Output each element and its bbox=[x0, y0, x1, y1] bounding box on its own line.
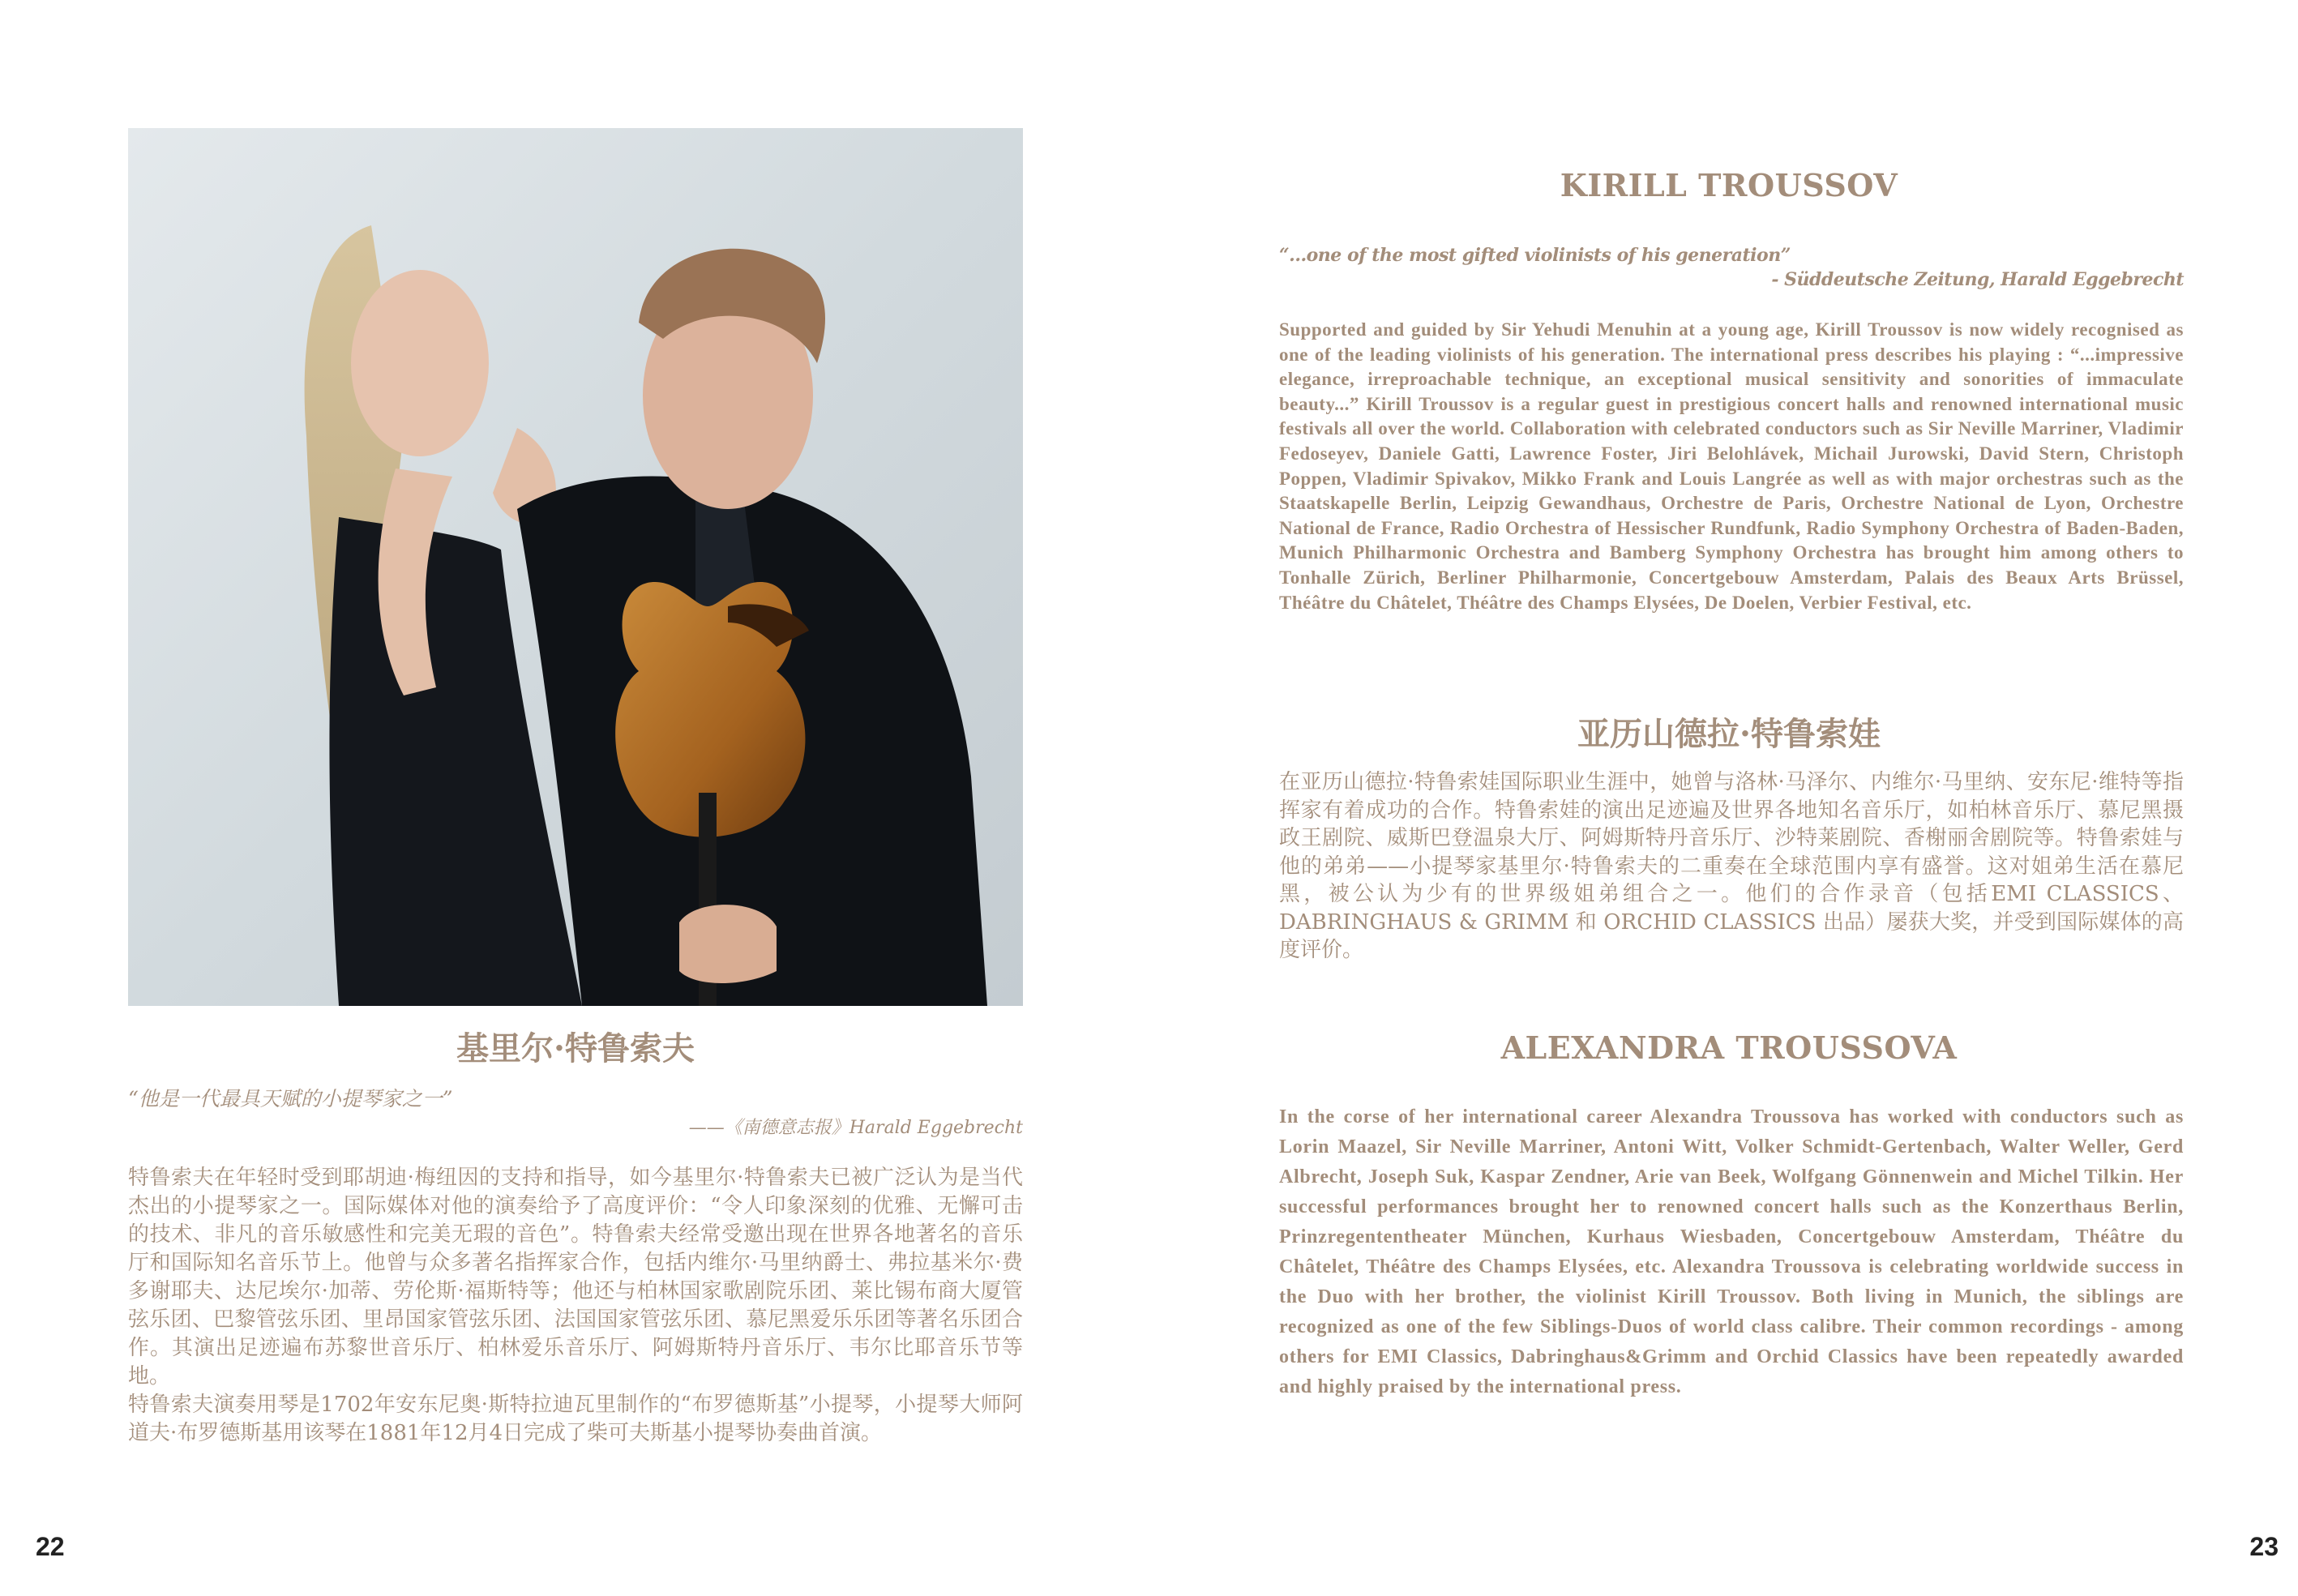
alexandra-en-bio: In the corse of her international career Alexandra Troussova has worked with conductors such as Lorin Maazel, Sir Neville Marriner, Antoni Witt, Volker Schmidt-Gertenbach, Walter Weller, Gerd Albrecht, Joseph Suk, Kaspar Zendner, Arie van Beek, Wolfgang Gönnenwein and Michel Tilkin. Her successful performances brought her to renowned concert halls such as the Konzerthaus Berlin, Prinzregententheater München, Kurhaus Wiesbaden, Concertgebouw Amsterdam, Théâtre du Châtelet, Théâtre des Champs Elysées, etc. Alexandra Troussova is celebrating worldwide success in the Duo with her brother, the violinist Kirill Troussov. Both living in Munich, the siblings are recognized as one of the few Siblings-Duos of world class calibre. Their common recordings - among others for EMI Classics, Dabringhaus&Grimm and Orchid Classics have been repeatedly awarded and highly praised by the international press. bbox=[1279, 1106, 2184, 1397]
alexandra-cn-bio: 在亚历山德拉·特鲁索娃国际职业生涯中，她曾与洛林·马泽尔、内维尔·马里纳、安东尼·维特等指挥家有着成功的合作。特鲁索娃的演出足迹遍及世界各地知名音乐厅，如柏林音乐厅、慕尼黑摄政王剧院、威斯巴登温泉大厅、阿姆斯特丹音乐厅、沙特莱剧院、香榭丽舍剧院等。特鲁索娃与他的弟弟——小提琴家基里尔·特鲁索夫的二重奏在全球范围内享有盛誉。这对姐弟生活在慕尼黑，被公认为少有的世界级姐弟组合之一。他们的合作录音（包括EMI CLASSICS、DABRINGHAUS & GRIMM 和 ORCHID CLASSICS 出品）屡获大奖，并受到国际媒体的高度评价。 bbox=[1279, 770, 2184, 962]
duo-photo-illustration bbox=[128, 128, 1023, 1006]
kirill-cn-title: 基里尔·特鲁索夫 bbox=[456, 1029, 695, 1068]
kirill-en-bio: Supported and guided by Sir Yehudi Menuhin at a young age, Kirill Troussov is now widely recognised as one of the leading violinists of his generation. The international press describes his playing : “...impressive elegance, irreproachable technique, an exceptional musical sensitivity and sonorities of immaculate beauty...” Kirill Troussov is a regular guest in prestigious concert halls and renowned international music festivals all over the world. Collaboration with celebrated conductors such as Sir Neville Marriner, Vladimir Fedoseyev, Daniele Gatti, Lawrence Foster, Jiri Belohlávek, Michail Jurowski, David Stern, Christoph Poppen, Vladimir Spivakov, Mikko Frank and Louis Langrée as well as with major orchestras such as the Staatskapelle Berlin, Leipzig Gewandhaus, Orchestre de Paris, Orchestre National de Lyon, Orchestre National de France, Radio Orchestra of Hessischer Rundfunk, Radio Symphony Orchestra of Baden-Baden, Munich Philharmonic Orchestra and Bamberg Symphony Orchestra has brought him among others to Tonhalle Zürich, Berliner Philharmonie, Concertgebouw Amsterdam, Palais des Beaux Arts Brüssel, Théâtre du Châtelet, Théâtre des Champs Elysées, De Doelen, Verbier Festival, etc. bbox=[1279, 319, 2184, 613]
alexandra-en-title: ALEXANDRA TROUSSOVA bbox=[1500, 1029, 1958, 1066]
duo-photo bbox=[128, 128, 1023, 1006]
kirill-cn-bio-paragraph: 特鲁索夫在年轻时受到耶胡迪·梅纽因的支持和指导，如今基里尔·特鲁索夫已被广泛认为是当代杰出的小提琴家之一。国际媒体对他的演奏给予了高度评价：“令人印象深刻的优雅、无懈可击的技术、非凡的音乐敏感性和完美无瑕的音色”。特鲁索夫经常受邀出现在世界各地著名的音乐厅和国际知名音乐节上。他曾与众多著名指挥家合作，包括内维尔·马里纳爵士、弗拉基米尔·费多谢耶夫、达尼埃尔·加蒂、劳伦斯·福斯特等；他还与柏林国家歌剧院乐团、莱比锡布商大厦管弦乐团、巴黎管弦乐团、里昂国家管弦乐团、法国国家管弦乐团、慕尼黑爱乐乐团等著名乐团合作。其演出足迹遍布苏黎世音乐厅、柏林爱乐音乐厅、阿姆斯特丹音乐厅、韦尔比耶音乐节等地。 bbox=[128, 1166, 1023, 1388]
kirill-en-title: KIRILL TROUSSOV bbox=[1560, 167, 1898, 203]
kirill-cn-quote: “他是一代最具天赋的小提琴家之一” bbox=[128, 1087, 453, 1110]
page-number-right: 23 bbox=[2249, 1532, 2279, 1561]
kirill-cn-quote-source: ——《南德意志报》Harald Eggebrecht bbox=[688, 1118, 1023, 1138]
kirill-en-quote: “...one of the most gifted violinists of his generation” bbox=[1279, 245, 1791, 266]
page-number-left: 22 bbox=[36, 1532, 65, 1561]
kirill-cn-bio bbox=[128, 1164, 1023, 1448]
kirill-cn-bio-paragraph: 特鲁索夫演奏用琴是1702年安东尼奥·斯特拉迪瓦里制作的“布罗德斯基”小提琴，小提琴大师阿道夫·布罗德斯基用该琴在1881年12月4日完成了柴可夫斯基小提琴协奏曲首演。 bbox=[128, 1393, 1023, 1445]
kirill-en-quote-source: - Süddeutsche Zeitung, Harald Eggebrecht bbox=[1771, 269, 2184, 290]
alexandra-cn-title: 亚历山德拉·特鲁索娃 bbox=[1577, 715, 1881, 753]
